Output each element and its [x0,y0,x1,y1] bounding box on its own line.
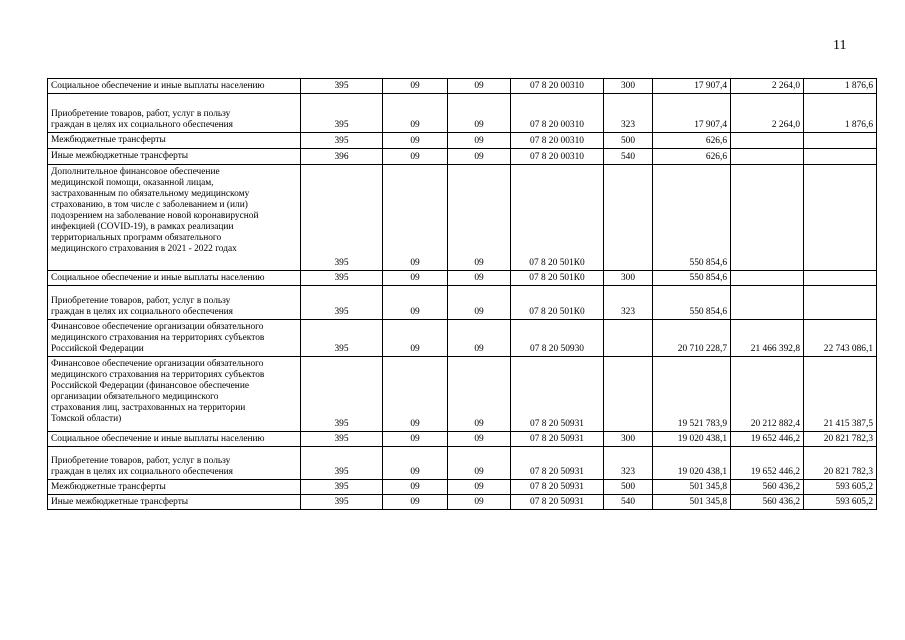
row-name-cell [48,286,301,320]
amount-2024-cell: 593 605,2 [804,495,877,510]
admin-code-cell: 395 [301,79,383,94]
row-name-line: Социальное обеспечение и иные выплаты населению [51,273,265,283]
table-row [48,495,877,510]
expense-type-cell: 300 [604,271,653,286]
expense-type-cell: 300 [604,432,653,447]
table-row [48,320,877,357]
target-article-cell: 07 8 20 501К0 [511,271,604,286]
row-name-cell [48,320,301,357]
expense-type-cell [604,165,653,271]
row-name-line: граждан в целях их социального обеспечения [51,467,233,477]
section-cell: 09 [383,447,448,480]
table-row [48,480,877,495]
amount-2023-cell: 560 436,2 [731,495,804,510]
row-name-line: организации обязательного медицинского [51,392,219,402]
subsection-cell: 09 [448,447,511,480]
amount-2022-cell: 550 854,6 [653,286,731,320]
target-article-cell: 07 8 20 50931 [511,480,604,495]
admin-code-cell: 395 [301,271,383,286]
section-cell: 09 [383,432,448,447]
subsection-cell: 09 [448,480,511,495]
subsection-cell: 09 [448,165,511,271]
subsection-cell: 09 [448,79,511,94]
amount-2022-cell: 19 020 438,1 [653,432,731,447]
admin-code-cell: 395 [301,286,383,320]
target-article-cell: 07 8 20 00310 [511,133,604,149]
row-name-cell [48,495,301,510]
amount-2023-cell: 21 466 392,8 [731,320,804,357]
admin-code-cell: 395 [301,357,383,432]
target-article-cell: 07 8 20 50931 [511,432,604,447]
row-name-line: Приобретение товаров, работ, услуг в пользу [51,109,231,119]
row-name-line: Российской Федерации (финансовое обеспечение [51,381,249,391]
admin-code-cell: 395 [301,165,383,271]
subsection-cell: 09 [448,94,511,133]
amount-2022-cell: 501 345,8 [653,480,731,495]
table-row [48,432,877,447]
row-name-line: Социальное обеспечение и иные выплаты населению [51,434,265,444]
budget-table [47,78,877,510]
section-cell: 09 [383,79,448,94]
admin-code-cell: 395 [301,432,383,447]
target-article-cell: 07 8 20 00310 [511,79,604,94]
row-name-cell [48,165,301,271]
expense-type-cell: 323 [604,447,653,480]
section-cell: 09 [383,286,448,320]
section-cell: 09 [383,357,448,432]
subsection-cell: 09 [448,286,511,320]
row-name-line: Межбюджетные трансферты [51,482,166,492]
table-row [48,271,877,286]
row-name-line: Социальное обеспечение и иные выплаты населению [51,81,265,91]
subsection-cell: 09 [448,432,511,447]
target-article-cell: 07 8 20 50930 [511,320,604,357]
row-name-line: медицинской помощи, оказанной лицам, [51,178,214,188]
row-name-line: граждан в целях их социального обеспечения [51,307,233,317]
amount-2024-cell [804,286,877,320]
row-name-line: медицинского страхования на территориях субъектов [51,333,265,343]
row-name-line: Иные межбюджетные трансферты [51,151,189,161]
amount-2024-cell: 20 821 782,3 [804,432,877,447]
amount-2023-cell [731,165,804,271]
row-name-cell [48,94,301,133]
amount-2023-cell [731,271,804,286]
expense-type-cell [604,320,653,357]
section-cell: 09 [383,271,448,286]
expense-type-cell: 323 [604,286,653,320]
row-name-cell [48,432,301,447]
amount-2022-cell: 550 854,6 [653,165,731,271]
expense-type-cell: 323 [604,94,653,133]
subsection-cell: 09 [448,320,511,357]
amount-2022-cell: 19 521 783,9 [653,357,731,432]
subsection-cell: 09 [448,149,511,165]
amount-2023-cell: 19 652 446,2 [731,432,804,447]
amount-2024-cell: 21 415 387,5 [804,357,877,432]
row-name-line: застрахованным по обязательному медицинскому [51,189,250,199]
amount-2024-cell [804,165,877,271]
row-name-line: медицинского страхования на территориях субъектов [51,370,265,380]
section-cell: 09 [383,480,448,495]
row-name-line: граждан в целях их социального обеспечения [51,120,233,130]
target-article-cell: 07 8 20 00310 [511,94,604,133]
amount-2023-cell: 20 212 882,4 [731,357,804,432]
row-name-cell [48,271,301,286]
target-article-cell: 07 8 20 50931 [511,357,604,432]
amount-2023-cell: 2 264,0 [731,79,804,94]
admin-code-cell: 395 [301,447,383,480]
amount-2024-cell [804,133,877,149]
page-number: 11 [833,38,847,53]
amount-2023-cell [731,149,804,165]
target-article-cell: 07 8 20 50931 [511,495,604,510]
row-name-line: Финансовое обеспечение организации обязательного [51,359,264,369]
amount-2024-cell: 22 743 086,1 [804,320,877,357]
amount-2024-cell: 593 605,2 [804,480,877,495]
amount-2022-cell: 626,6 [653,149,731,165]
row-name-line: страхования лиц, застрахованных на территории [51,403,246,413]
target-article-cell: 07 8 20 50931 [511,447,604,480]
amount-2023-cell: 19 652 446,2 [731,447,804,480]
amount-2024-cell: 1 876,6 [804,94,877,133]
admin-code-cell: 395 [301,320,383,357]
amount-2023-cell [731,286,804,320]
section-cell: 09 [383,495,448,510]
row-name-line: Российской Федерации [51,344,144,354]
amount-2024-cell [804,149,877,165]
admin-code-cell: 395 [301,480,383,495]
admin-code-cell: 395 [301,133,383,149]
row-name-cell [48,133,301,149]
amount-2022-cell: 550 854,6 [653,271,731,286]
row-name-cell [48,79,301,94]
row-name-line: подозрением на заболевание новой коронавирусной [51,211,259,221]
row-name-line: Приобретение товаров, работ, услуг в пользу [51,296,231,306]
subsection-cell: 09 [448,495,511,510]
target-article-cell: 07 8 20 501К0 [511,286,604,320]
row-name-cell [48,447,301,480]
table-row [48,447,877,480]
subsection-cell: 09 [448,133,511,149]
expense-type-cell [604,357,653,432]
table-row [48,133,877,149]
amount-2022-cell: 20 710 228,7 [653,320,731,357]
section-cell: 09 [383,165,448,271]
row-name-line: территориальных программ обязательного [51,233,222,243]
row-name-cell [48,357,301,432]
row-name-line: Финансовое обеспечение организации обязательного [51,322,264,332]
amount-2024-cell: 20 821 782,3 [804,447,877,480]
amount-2024-cell: 1 876,6 [804,79,877,94]
section-cell: 09 [383,149,448,165]
row-name-line: Томской области) [51,414,122,424]
table-row [48,357,877,432]
amount-2024-cell [804,271,877,286]
row-name-line: страхованию, в том числе с заболеванием и (или) [51,200,248,210]
expense-type-cell: 540 [604,149,653,165]
section-cell: 09 [383,133,448,149]
expense-type-cell: 500 [604,133,653,149]
row-name-cell [48,149,301,165]
target-article-cell: 07 8 20 00310 [511,149,604,165]
amount-2022-cell: 17 907,4 [653,94,731,133]
section-cell: 09 [383,94,448,133]
expense-type-cell: 540 [604,495,653,510]
row-name-line: Межбюджетные трансферты [51,135,166,145]
amount-2022-cell: 17 907,4 [653,79,731,94]
amount-2023-cell: 560 436,2 [731,480,804,495]
amount-2022-cell: 626,6 [653,133,731,149]
subsection-cell: 09 [448,271,511,286]
row-name-line: Иные межбюджетные трансферты [51,497,189,507]
row-name-line: Приобретение товаров, работ, услуг в пользу [51,456,231,466]
table-row [48,79,877,94]
table-row [48,286,877,320]
table-row [48,149,877,165]
row-name-line: медицинского страхования в 2021 - 2022 годах [51,244,237,254]
target-article-cell: 07 8 20 501К0 [511,165,604,271]
amount-2023-cell [731,133,804,149]
admin-code-cell: 395 [301,94,383,133]
subsection-cell: 09 [448,357,511,432]
amount-2022-cell: 501 345,8 [653,495,731,510]
section-cell: 09 [383,320,448,357]
amount-2023-cell: 2 264,0 [731,94,804,133]
expense-type-cell: 500 [604,480,653,495]
row-name-line: Дополнительное финансовое обеспечение [51,167,220,177]
admin-code-cell: 395 [301,495,383,510]
row-name-line: инфекцией (COVID-19), в рамках реализации [51,222,234,232]
admin-code-cell: 396 [301,149,383,165]
table-row [48,94,877,133]
expense-type-cell: 300 [604,79,653,94]
amount-2022-cell: 19 020 438,1 [653,447,731,480]
table-row [48,165,877,271]
row-name-cell [48,480,301,495]
